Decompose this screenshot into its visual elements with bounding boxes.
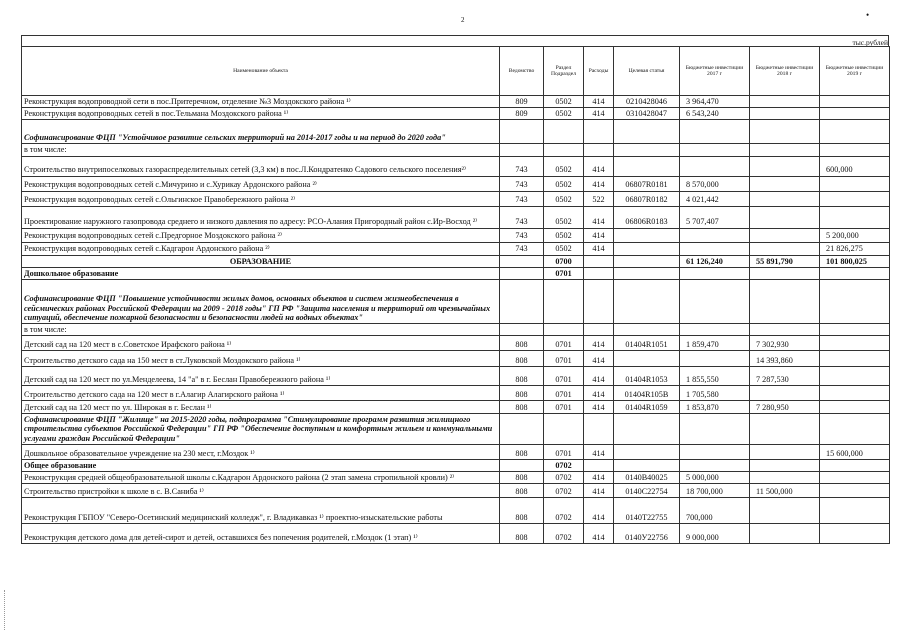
cell-article [614, 144, 680, 156]
table-row [22, 144, 890, 156]
cell-article: 01404R1059 [614, 401, 680, 414]
page-number: 2 [461, 16, 465, 24]
cell-y2017 [680, 351, 750, 367]
cell-article [614, 459, 680, 471]
table-row [22, 471, 890, 483]
cell-article: 06807R0182 [614, 191, 680, 206]
cell-article [614, 323, 680, 335]
cell-sub: 0701 [544, 336, 584, 351]
cell-y2018 [750, 414, 820, 445]
cell-exp [584, 120, 614, 144]
cell-name: Реконструкция средней общеобразовательной школы с.Кадгарон Ардонского района (2 этап замена стропильной кровли) ²⁾ [22, 471, 500, 483]
cell-dept: 808 [500, 498, 544, 524]
cell-y2018 [750, 191, 820, 206]
cell-dept: 809 [500, 96, 544, 108]
table-row [22, 267, 890, 279]
cell-dept: 808 [500, 351, 544, 367]
cell-article: 0140В40025 [614, 471, 680, 483]
cell-name: Детский сад на 120 мест по ул.Менделеева, 14 "а" в г. Беслан Правобережного района ¹⁾ [22, 367, 500, 386]
cell-article [614, 156, 680, 176]
table-row [22, 96, 890, 108]
cell-y2019 [820, 267, 890, 279]
cell-y2019 [820, 120, 890, 144]
cell-article [614, 228, 680, 242]
cell-sub: 0701 [544, 401, 584, 414]
cell-y2017: 6 543,240 [680, 108, 750, 120]
cell-exp: 414 [584, 498, 614, 524]
cell-article [614, 444, 680, 459]
table-row [22, 444, 890, 459]
cell-exp: 414 [584, 386, 614, 401]
cell-y2018 [750, 120, 820, 144]
cell-article: 0310428047 [614, 108, 680, 120]
cell-y2017: 1 855,550 [680, 367, 750, 386]
cell-dept: 743 [500, 228, 544, 242]
cell-exp [584, 414, 614, 445]
cell-y2017: 61 126,240 [680, 255, 750, 267]
cell-y2018 [750, 444, 820, 459]
cell-y2019 [820, 498, 890, 524]
cell-name: Реконструкция детского дома для детей-сирот и детей, оставшихся без попечения родителей, г.Моздок (1 этап) ¹⁾ [22, 524, 500, 544]
cell-exp [584, 459, 614, 471]
cell-dept: 743 [500, 156, 544, 176]
table-row [22, 191, 890, 206]
cell-name: Реконструкция ГБПОУ "Северо-Осетинский медицинский колледж", г. Владикавказ ¹⁾ проектно-изыскательские работы [22, 498, 500, 524]
cell-sub: 0702 [544, 524, 584, 544]
cell-sub: 0702 [544, 484, 584, 498]
cell-name: Софинансирование ФЦП "Устойчивое развитие сельских территорий на 2014-2017 годы и на период до 2020 года" [22, 120, 500, 144]
cell-y2018 [750, 323, 820, 335]
table-row [22, 484, 890, 498]
table-row [22, 120, 890, 144]
cell-dept: 743 [500, 206, 544, 228]
cell-exp: 414 [584, 176, 614, 191]
cell-sub: 0701 [544, 367, 584, 386]
cell-dept: 808 [500, 336, 544, 351]
cell-article [614, 414, 680, 445]
cell-name: Строительство внутрипоселковых газораспределительных сетей (3,3 км) в пос.Л.Кондратенко Садового сельского поселения²⁾ [22, 156, 500, 176]
table-row [22, 367, 890, 386]
cell-y2019: 5 200,000 [820, 228, 890, 242]
cell-name: Реконструкция водопроводных сетей с.Мичурино и с.Хурикау Ардонского района ²⁾ [22, 176, 500, 191]
cell-dept [500, 267, 544, 279]
table-row [22, 206, 890, 228]
cell-name: Проектирование наружного газопровода среднего и низкого давления по адресу: РСО-Алания Пригородный район с.Ир-Восход ²⁾ [22, 206, 500, 228]
cell-dept: 743 [500, 242, 544, 255]
cell-name: Реконструкция водопроводной сети в пос.Притеречном, отделение №3 Моздокского района ¹⁾ [22, 96, 500, 108]
header-dept: Ведомство [500, 47, 544, 96]
cell-exp: 414 [584, 96, 614, 108]
cell-y2017: 5 707,407 [680, 206, 750, 228]
cell-article [614, 351, 680, 367]
cell-y2019 [820, 471, 890, 483]
cell-exp [584, 267, 614, 279]
cell-exp: 414 [584, 484, 614, 498]
cell-article: 0140Т22755 [614, 498, 680, 524]
cell-dept: 808 [500, 484, 544, 498]
cell-y2018: 7 287,530 [750, 367, 820, 386]
cell-dept: 743 [500, 176, 544, 191]
cell-dept: 808 [500, 524, 544, 544]
cell-dept [500, 120, 544, 144]
cell-name: в том числе: [22, 144, 500, 156]
table-row [22, 255, 890, 267]
cell-dept: 808 [500, 444, 544, 459]
cell-y2018 [750, 242, 820, 255]
table-row [22, 386, 890, 401]
cell-dept: 743 [500, 191, 544, 206]
cell-y2018: 7 280,950 [750, 401, 820, 414]
cell-dept [500, 459, 544, 471]
cell-dept: 809 [500, 108, 544, 120]
cell-y2019: 101 800,025 [820, 255, 890, 267]
margin-mark: • [866, 10, 870, 20]
cell-name: Общее образование [22, 459, 500, 471]
cell-y2017: 700,000 [680, 498, 750, 524]
cell-y2019 [820, 524, 890, 544]
cell-y2017 [680, 414, 750, 445]
cell-sub: 0502 [544, 156, 584, 176]
cell-sub [544, 144, 584, 156]
cell-y2019 [820, 323, 890, 335]
cell-dept [500, 414, 544, 445]
cell-sub [544, 120, 584, 144]
table-row [22, 351, 890, 367]
margin-line [4, 590, 6, 630]
table-row [22, 336, 890, 351]
cell-y2018 [750, 267, 820, 279]
cell-y2019 [820, 414, 890, 445]
cell-sub: 0502 [544, 96, 584, 108]
cell-exp: 414 [584, 108, 614, 120]
cell-y2017 [680, 120, 750, 144]
cell-y2017: 1 853,870 [680, 401, 750, 414]
table-row [22, 498, 890, 524]
cell-y2018 [750, 279, 820, 323]
cell-y2018: 14 393,860 [750, 351, 820, 367]
table-row [22, 156, 890, 176]
table-row [22, 279, 890, 323]
cell-exp [584, 323, 614, 335]
cell-exp: 414 [584, 206, 614, 228]
cell-exp: 414 [584, 156, 614, 176]
cell-name: Реконструкция водопроводных сетей с.Предгорное Моздокского района ²⁾ [22, 228, 500, 242]
cell-name: Софинансирование ФЦП "Жилище" на 2015-2020 годы, подпрограмма "Стимулирование программ развития жилищного строительства субъектов Российской Федерации" ГП РФ "Обеспечение доступным и комфортным жильем и коммунальными услугами граждан Российской Федерации" [22, 414, 500, 445]
cell-y2018 [750, 498, 820, 524]
cell-name: Дошкольное образование [22, 267, 500, 279]
cell-y2017: 18 700,000 [680, 484, 750, 498]
cell-sub: 0702 [544, 459, 584, 471]
cell-dept [500, 323, 544, 335]
header-expense: Расходы [584, 47, 614, 96]
cell-exp: 414 [584, 471, 614, 483]
cell-article: 06806R0183 [614, 206, 680, 228]
cell-y2017 [680, 242, 750, 255]
cell-name: Реконструкция водопроводных сетей с.Ольгинское Правобережного района ²⁾ [22, 191, 500, 206]
table-top-frame [21, 35, 889, 46]
cell-y2018: 55 891,790 [750, 255, 820, 267]
cell-y2017 [680, 144, 750, 156]
cell-y2017: 3 964,470 [680, 96, 750, 108]
unit-label: тыс.рублей [852, 38, 888, 47]
cell-sub: 0502 [544, 242, 584, 255]
cell-sub: 0502 [544, 108, 584, 120]
header-article: Целевая статья [614, 47, 680, 96]
cell-y2019 [820, 144, 890, 156]
header-subsection: Раздел Подраздел [544, 47, 584, 96]
cell-dept: 808 [500, 471, 544, 483]
cell-exp: 414 [584, 524, 614, 544]
cell-name: Детский сад на 120 мест в с.Советское Ирафского района ¹⁾ [22, 336, 500, 351]
cell-sub [544, 414, 584, 445]
table-row [22, 323, 890, 335]
cell-name: Строительство пристройки к школе в с. В.Саниба ¹⁾ [22, 484, 500, 498]
cell-article [614, 255, 680, 267]
cell-dept [500, 144, 544, 156]
cell-exp: 414 [584, 336, 614, 351]
cell-y2017 [680, 156, 750, 176]
cell-y2018 [750, 471, 820, 483]
cell-article: 01404R1053 [614, 367, 680, 386]
cell-name: в том числе: [22, 323, 500, 335]
cell-y2019 [820, 108, 890, 120]
cell-name: Детский сад на 120 мест по ул. Широкая в г. Беслан ¹⁾ [22, 401, 500, 414]
cell-dept: 808 [500, 401, 544, 414]
cell-article [614, 120, 680, 144]
cell-sub: 0702 [544, 498, 584, 524]
table-row [22, 459, 890, 471]
cell-y2017: 4 021,442 [680, 191, 750, 206]
header-row [22, 47, 890, 96]
cell-sub [544, 279, 584, 323]
cell-name: Реконструкция водопроводных сетей с.Кадгарон Ардонского района ²⁾ [22, 242, 500, 255]
header-2017: Бюджетные инвестиции 2017 г [680, 47, 750, 96]
cell-y2018 [750, 386, 820, 401]
cell-sub: 0502 [544, 206, 584, 228]
cell-y2017: 1 705,580 [680, 386, 750, 401]
cell-sub: 0701 [544, 386, 584, 401]
cell-y2019 [820, 484, 890, 498]
cell-y2019: 600,000 [820, 156, 890, 176]
cell-exp [584, 279, 614, 323]
table-row [22, 176, 890, 191]
cell-y2018 [750, 156, 820, 176]
cell-y2019 [820, 459, 890, 471]
cell-y2019 [820, 96, 890, 108]
cell-article [614, 267, 680, 279]
cell-sub: 0502 [544, 228, 584, 242]
cell-article: 01404R105B [614, 386, 680, 401]
cell-y2018 [750, 206, 820, 228]
cell-y2018: 11 500,000 [750, 484, 820, 498]
cell-y2017 [680, 323, 750, 335]
table-row [22, 401, 890, 414]
cell-y2019 [820, 351, 890, 367]
cell-y2017 [680, 459, 750, 471]
cell-article: 0140С22754 [614, 484, 680, 498]
cell-article: 0140У22756 [614, 524, 680, 544]
cell-y2018 [750, 144, 820, 156]
cell-sub [544, 323, 584, 335]
table-row [22, 414, 890, 445]
cell-y2017 [680, 444, 750, 459]
cell-y2018 [750, 96, 820, 108]
table-row [22, 108, 890, 120]
cell-name: ОБРАЗОВАНИЕ [22, 255, 500, 267]
cell-exp: 414 [584, 367, 614, 386]
cell-dept [500, 255, 544, 267]
cell-article [614, 279, 680, 323]
cell-name: Дошкольное образовательное учреждение на 230 мест, г.Моздок ¹⁾ [22, 444, 500, 459]
cell-sub: 0502 [544, 176, 584, 191]
cell-y2018 [750, 108, 820, 120]
cell-exp [584, 255, 614, 267]
header-2018: Бюджетные инвестиции 2018 г [750, 47, 820, 96]
cell-y2018 [750, 524, 820, 544]
cell-y2019: 21 826,275 [820, 242, 890, 255]
table-row [22, 228, 890, 242]
cell-y2018 [750, 228, 820, 242]
cell-y2018 [750, 176, 820, 191]
cell-y2017: 5 000,000 [680, 471, 750, 483]
cell-name: Строительство детского сада на 120 мест в г.Алагир Алагирского района ¹⁾ [22, 386, 500, 401]
cell-y2019 [820, 191, 890, 206]
header-2019: Бюджетные инвестиции 2019 г [820, 47, 890, 96]
header-name: Наименование объекта [22, 47, 500, 96]
cell-name: Софинансирование ФЦП "Повышение устойчивости жилых домов, основных объектов и систем жизнеобеспечения в сейсмических районах Российской Федерации на 2009 - 2018 годы" ГП РФ "Защита населения и территорий от чрезвычайных ситуаций, обеспечение пожарной безопасности и безопасности людей на водных объектах" [22, 279, 500, 323]
cell-article: 01404R1051 [614, 336, 680, 351]
table-row [22, 242, 890, 255]
cell-article: 0210428046 [614, 96, 680, 108]
cell-y2018 [750, 459, 820, 471]
cell-exp: 522 [584, 191, 614, 206]
cell-exp: 414 [584, 351, 614, 367]
cell-exp: 414 [584, 444, 614, 459]
cell-y2019 [820, 367, 890, 386]
cell-name: Строительство детского сада на 150 мест в ст.Луковской Моздокского района ¹⁾ [22, 351, 500, 367]
cell-sub: 0701 [544, 267, 584, 279]
cell-y2019 [820, 336, 890, 351]
cell-sub: 0701 [544, 444, 584, 459]
cell-y2019 [820, 279, 890, 323]
cell-exp [584, 144, 614, 156]
cell-y2019 [820, 401, 890, 414]
cell-y2017 [680, 267, 750, 279]
cell-y2019 [820, 206, 890, 228]
cell-exp: 414 [584, 242, 614, 255]
cell-y2019: 15 600,000 [820, 444, 890, 459]
cell-name: Реконструкция водопроводных сетей в пос.Тельмана Моздокского района ¹⁾ [22, 108, 500, 120]
cell-y2017: 1 859,470 [680, 336, 750, 351]
investment-table [21, 46, 890, 544]
cell-sub: 0502 [544, 191, 584, 206]
cell-dept: 808 [500, 367, 544, 386]
cell-y2018: 7 302,930 [750, 336, 820, 351]
cell-article: 06807R0181 [614, 176, 680, 191]
cell-dept [500, 279, 544, 323]
table-row [22, 524, 890, 544]
cell-y2017 [680, 228, 750, 242]
cell-sub: 0701 [544, 351, 584, 367]
cell-sub: 0702 [544, 471, 584, 483]
cell-y2017: 8 570,000 [680, 176, 750, 191]
cell-article [614, 242, 680, 255]
cell-exp: 414 [584, 401, 614, 414]
cell-y2019 [820, 176, 890, 191]
cell-sub: 0700 [544, 255, 584, 267]
cell-y2017: 9 000,000 [680, 524, 750, 544]
cell-dept: 808 [500, 386, 544, 401]
cell-exp: 414 [584, 228, 614, 242]
cell-y2019 [820, 386, 890, 401]
cell-y2017 [680, 279, 750, 323]
